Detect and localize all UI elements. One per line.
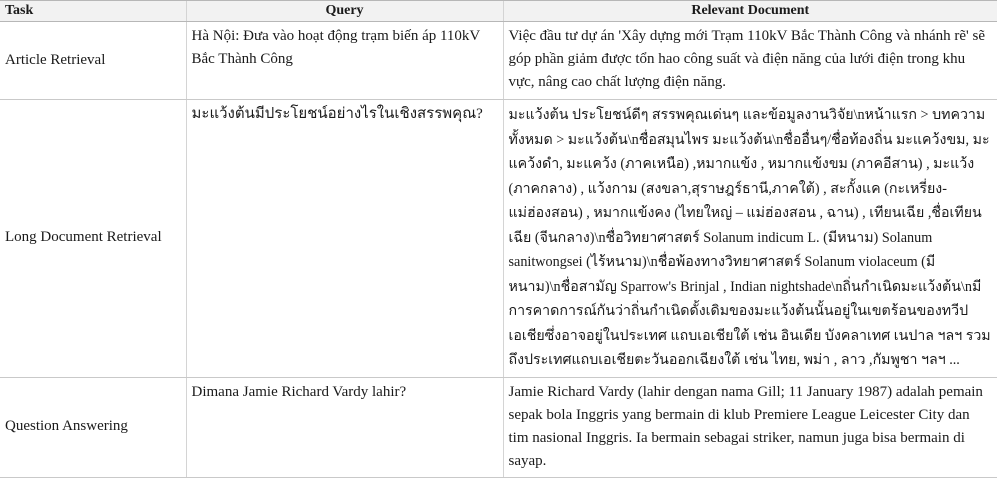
table-row	[0, 377, 997, 477]
table-row	[0, 100, 997, 378]
task-cell: Article Retrieval	[0, 22, 186, 100]
header-row	[0, 1, 997, 22]
query-cell: มะแว้งต้นมีประโยชน์อย่างไรในเชิงสรรพคุณ?	[186, 100, 503, 378]
header-query: Query	[186, 1, 503, 22]
document-cell: มะแว้งต้น ประโยชน์ดีๆ สรรพคุณเด่นๆ และข้อมูลงานวิจัย\nหน้าแรก > บทความทั้งหมด > มะแว้งต้น\nชื่อสมุนไพร มะแว้งต้น\nชื่ออื่นๆ/ชื่อท้องถิ่น มะแคว้งขม, มะแคว้งดำ, มะแคว้ง (ภาคเหนือ) ,หมากแข้ง , หมากแข้งขม (ภาคอีสาน) , มะแว้ง (ภาคกลาง) , แว้งกาม (สงขลา,สุราษฎร์ธานี,ภาคใต้) , สะกั้งแค (กะเหรี่ยง-แม่ฮ่องสอน) , หมากแข้งคง (ไทยใหญ่ – แม่ฮ่องสอน , ฉาน) , เทียนเฉีย ,ชื่อเทียนเฉีย (จีนกลาง)\nชื่อวิทยาศาสตร์ Solanum indicum L. (มีหนาม) Solanum sanitwongsei (ไร้หนาม)\nชื่อพ้องทางวิทยาศาสตร์ Solanum violaceum (มีหนาม)\nชื่อสามัญ Sparrow's Brinjal , Indian nightshade\nถิ่นกำเนิดมะแว้งต้น\nมีการคาดการณ์กันว่าถิ่นกำเนิดดั้งเดิมของมะแว้งต้นนั้นอยู่ในเขตร้อนของทวีปเอเชียซึ่งอาจอยู่ในประเทศ แถบเอเชียใต้ เช่น อินเดีย บังคลาเทศ เนปาล ฯลฯ รวมถึงประเทศแถบเอเชียตะวันออกเฉียงใต้ เช่น ไทย, พม่า , ลาว ,กัมพูชา ฯลฯ ...	[503, 100, 997, 378]
header-relevant-document: Relevant Document	[503, 1, 997, 22]
header-task: Task	[0, 1, 186, 22]
task-cell: Long Document Retrieval	[0, 100, 186, 378]
task-cell: Question Answering	[0, 377, 186, 477]
document-cell: Việc đầu tư dự án 'Xây dựng mới Trạm 110kV Bắc Thành Công và nhánh rẽ' sẽ góp phần giảm được tổn hao công suất và điện năng của lưới điện trong khu vực, nâng cao chất lượng điện năng.	[503, 22, 997, 100]
query-cell: Hà Nội: Đưa vào hoạt động trạm biến áp 110kV Bắc Thành Công	[186, 22, 503, 100]
query-cell: Dimana Jamie Richard Vardy lahir?	[186, 377, 503, 477]
table-row	[0, 22, 997, 100]
document-cell: Jamie Richard Vardy (lahir dengan nama Gill; 11 January 1987) adalah pemain sepak bola Inggris yang bermain di klub Premiere League Leicester City dan tim nasional Inggris. Ia bermain sebagai striker, namun juga bisa bermain di sayap.	[503, 377, 997, 477]
